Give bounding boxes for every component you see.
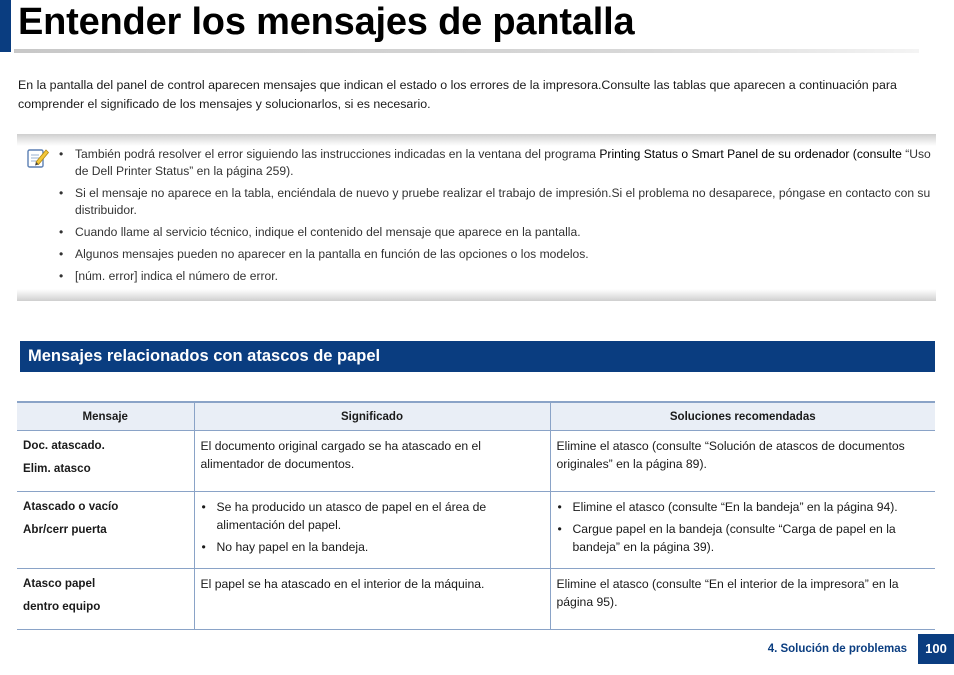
meaning-cell: El papel se ha atascado en el interior de la máquina. xyxy=(194,569,550,630)
note-item: • Algunos mensajes pueden no aparecer en la pantalla en función de las opciones o los modelos. xyxy=(57,246,935,263)
footer-section-link[interactable]: 4. Solución de problemas xyxy=(767,643,907,655)
note-item: • Cuando llame al servicio técnico, indique el contenido del mensaje que aparece en la pantalla. xyxy=(57,224,935,241)
page-number-badge: 100 xyxy=(918,634,954,664)
table-row xyxy=(17,492,935,569)
page-title: Entender los mensajes de pantalla xyxy=(18,1,635,43)
note-pencil-icon xyxy=(26,146,50,170)
message-text: Abr/cerr puerta xyxy=(23,523,107,536)
message-cell xyxy=(17,431,194,492)
note-item xyxy=(57,146,935,180)
note-item: • Si el mensaje no aparece en la tabla, enciéndala de nuevo y pruebe realizar el trabajo de impresión.Si el problema no desaparece, póngase en contacto con su distribuidor. xyxy=(57,185,935,219)
intro-paragraph: En la pantalla del panel de control aparecen mensajes que indican el estado o los errores de la impresora.Consulte las tablas que aparecen a continuación para comprender el significado de los mensajes y solucionarlos, si es necesario. xyxy=(18,78,897,111)
solution-list xyxy=(557,498,930,556)
note-item: • [núm. error] indica el número de error. xyxy=(57,268,935,285)
note-item-reference: “Uso de Dell Printer Status” en la página 259). xyxy=(75,147,931,178)
solution-item: • Cargue papel en la bandeja (consulte “Carga de papel en la bandeja” en la página 39). xyxy=(557,520,930,556)
note-box xyxy=(17,134,936,301)
table-row xyxy=(17,431,935,492)
table-header-row xyxy=(17,402,935,431)
header-significado: Significado xyxy=(194,402,550,431)
header-soluciones: Soluciones recomendadas xyxy=(550,402,935,431)
meaning-list xyxy=(201,498,544,556)
title-underline xyxy=(14,49,919,53)
meaning-cell: El documento original cargado se ha atascado en el alimentador de documentos. xyxy=(194,431,550,492)
message-cell xyxy=(17,569,194,630)
meaning-item: • No hay papel en la bandeja. xyxy=(201,538,544,556)
solution-cell xyxy=(550,492,935,569)
messages-table xyxy=(17,401,935,630)
solution-cell: Elimine el atasco (consulte “En el interior de la impresora” en la página 95). xyxy=(550,569,935,630)
note-item-text: También podrá resolver el error siguiendo las instrucciones indicadas en la ventana del programa xyxy=(75,147,600,161)
solution-item: • Elimine el atasco (consulte “En la bandeja” en la página 94). xyxy=(557,498,930,516)
message-text: Doc. atascado. xyxy=(23,439,105,452)
title-accent-bar xyxy=(0,0,11,52)
message-text: Atasco papel xyxy=(23,577,96,590)
meaning-item: • Se ha producido un atasco de papel en el área de alimentación del papel. xyxy=(201,498,544,534)
message-text: Atascado o vacío xyxy=(23,500,119,513)
message-text: Elim. atasco xyxy=(23,462,91,475)
meaning-cell xyxy=(194,492,550,569)
solution-cell: Elimine el atasco (consulte “Solución de atascos de documentos originales” en la página 89). xyxy=(550,431,935,492)
table-row xyxy=(17,569,935,630)
section-title: Mensajes relacionados con atascos de papel xyxy=(28,347,381,365)
note-item-program: Printing Status o Smart Panel de su ordenador (consulte xyxy=(599,147,902,161)
note-list xyxy=(57,146,935,290)
header-mensaje: Mensaje xyxy=(17,402,194,431)
message-text: dentro equipo xyxy=(23,600,101,613)
section-header xyxy=(20,341,935,372)
message-cell xyxy=(17,492,194,569)
